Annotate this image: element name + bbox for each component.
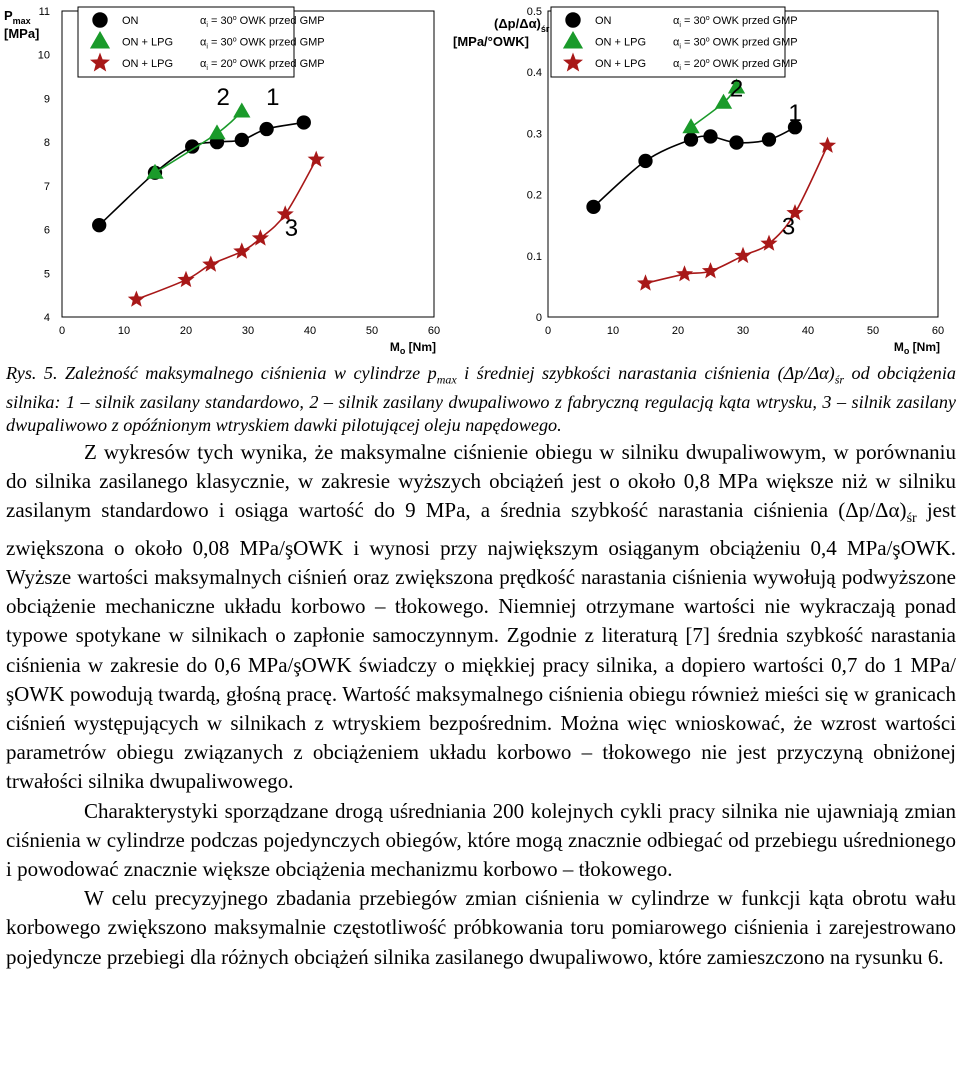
legend-text: OWK przed GMP	[236, 58, 325, 70]
legend-marker-circle	[565, 12, 580, 27]
x-tick-label: 10	[117, 325, 131, 337]
paragraph-1-part-a: Z wykresów tych wynika, że maksymalne ciśnienie obiegu w silniku dwupaliwowym, w porównaniu do silnika zasilanego klasycznie, w zakresie wyższych obciążeń jest o około 0,8 MPa większe niż w silniku zasilanym standardowo i osiąga wartość do 9 MPa, a średnia szybkość narastania ciśnienia (Δp/Δα)	[6, 440, 956, 523]
legend-condition	[673, 58, 798, 72]
paragraph-1	[6, 438, 956, 797]
paragraph-1-part-b: jest zwiększona o około 0,08 MPa/şOWK i wynosi przy największym osiąganym obciążeniu 0,4 MPa/şOWK. Wyższe wartości maksymalnych ciśnień oraz zwiększona prędkość narastania ciśnienia wywołują podwyższone obciążenie mechaniczne układu korbowo – tłokowego. Niemniej otrzymane wartości nie wykraczają ponad typowe spotykane w silnikach o zapłonie samoczynnym. Zgodnie z literaturą [7] średnia szybkość narastania ciśnienia w zakresie do 0,6 MPa/şOWK świadczy o miękkiej pracy silnika, a dopiero wartości 0,7 do 1 MPa/şOWK powodują twardą, głośną pracę. Wartość maksymalnego ciśnienia obiegu również mieści się w granicach ciśnień występujących w silnikach z wtryskiem bezpośrednim. Można więc wnioskować, że wzrost wartości parametrów obiegu związanych z obciążeniem układu korbowo – tłokowego nie jest przyczyną obniżonej trwałości silnika dwupaliwowego.	[6, 498, 956, 794]
legend-fuel: ON + LPG	[595, 36, 647, 49]
y-tick-label: 0.3	[526, 128, 542, 141]
y-axis-label	[4, 8, 31, 26]
curve-label-1: 1	[266, 83, 280, 111]
degree-symbol: o	[705, 15, 710, 22]
x-tick-label: 40	[801, 325, 815, 337]
figure-charts	[0, 0, 960, 360]
data-point-star	[702, 262, 719, 278]
alpha-symbol: α	[200, 15, 207, 27]
legend-fuel: ON	[595, 15, 612, 27]
alpha-subscript: i	[206, 22, 208, 29]
y-axis-unit: [MPa/°OWK]	[453, 34, 529, 49]
x-tick-label: 0	[544, 325, 552, 337]
x-tick-label: 30	[736, 325, 750, 337]
caption-rest: od obciążenia silnika: 1 – silnik zasilany standardowo, 2 – silnik zasilany dwupaliwowo z fabryczną regulacją kąta wtrysku, 3 – silnik zasilany dwupaliwowo z opóźnionym wtryskiem dawki pilotującej oleju napędowego.	[6, 363, 956, 435]
legend-condition	[200, 15, 325, 29]
paragraph-3: W celu precyzyjnego zbadania przebiegów zmian ciśnienia w cylindrze w funkcji kąta obrotu wału korbowego zwiększono maksymalnie częstotliwość próbkowania toru pomiarowego ciśnienia i zarejestrowano pojedyncze przebiegi dla różnych obciążeń silnika zasilanego dwupaliwowo, które zamieszczono na rysunku 6.	[6, 886, 956, 969]
y-tick-label: 8	[43, 137, 50, 150]
body-text	[6, 438, 956, 972]
curve-label-2: 2	[216, 83, 230, 111]
data-point-circle	[703, 129, 717, 143]
x-axis-label-unit: [Nm]	[909, 340, 940, 354]
x-axis-label-sub: o	[399, 346, 406, 356]
y-tick-label: 4	[43, 312, 50, 324]
alpha-symbol: α	[673, 15, 680, 27]
data-point-star	[637, 274, 654, 290]
x-tick-label: 20	[179, 325, 193, 337]
x-tick-label: 10	[606, 325, 620, 337]
curve-label-2: 2	[729, 75, 744, 103]
y-tick-label: 0	[535, 312, 542, 324]
alpha-subscript: i	[206, 43, 208, 51]
y-axis-unit: [MPa]	[4, 26, 40, 41]
legend-text: OWK przed GMP	[709, 58, 798, 70]
y-axis-label	[494, 16, 550, 34]
legend-fuel: ON	[122, 15, 139, 27]
x-axis-label-main: M	[389, 340, 400, 354]
alpha-symbol: α	[200, 36, 207, 49]
legend-condition	[673, 37, 798, 51]
y-tick-label: 11	[38, 6, 50, 18]
legend	[551, 7, 798, 77]
data-point-star	[676, 265, 693, 281]
caption-prefix: Rys. 5. Zależność maksymalnego ciśnienia w cylindrze p	[6, 363, 437, 383]
legend-alpha-value: = 30	[207, 15, 233, 27]
legend-text: OWK przed GMP	[709, 15, 798, 27]
y-axis-label-sub: śr	[540, 24, 550, 34]
data-point-circle	[235, 133, 249, 147]
data-point-circle	[684, 132, 698, 146]
data-point-star	[202, 256, 219, 272]
caption-middle: i średniej szybkości narastania ciśnienia (Δp/Δα)	[456, 363, 835, 383]
legend-alpha-value: = 30	[680, 15, 706, 27]
data-point-star	[128, 291, 145, 307]
data-point-triangle	[682, 118, 699, 133]
paragraph-2: Charakterystyki sporządzane drogą uśredniania 200 kolejnych cykli pracy silnika nie ujawniają zmian ciśnienia w cylindrze podczas pojedynczych obiegów, które mogą znacznie odbiegać od przebiegu uśrednionego i powodować znacznie większe obciążenia mechanizmu korbowo – tłokowego.	[6, 798, 956, 882]
data-point-triangle	[208, 124, 225, 139]
alpha-symbol: α	[673, 36, 680, 49]
legend-text: OWK przed GMP	[236, 36, 325, 49]
x-tick-label: 50	[365, 325, 379, 337]
data-point-triangle	[233, 103, 250, 118]
y-tick-label: 10	[37, 49, 50, 62]
y-tick-label: 0.4	[526, 67, 542, 80]
data-point-star	[308, 151, 325, 167]
x-tick-label: 20	[671, 325, 685, 337]
chart-pmax	[4, 6, 440, 356]
alpha-subscript: i	[206, 65, 208, 72]
x-tick-label: 60	[931, 325, 945, 337]
curve-label-1: 1	[788, 100, 802, 128]
caption-pmax-subscript: max	[436, 372, 457, 387]
y-axis-label-sub: max	[12, 16, 31, 26]
legend-fuel: ON + LPG	[122, 58, 174, 70]
legend-condition	[673, 15, 798, 29]
legend-condition	[200, 37, 325, 51]
figure-caption	[6, 362, 956, 436]
series-line-star	[646, 146, 828, 284]
curve-label-3: 3	[781, 213, 796, 241]
data-point-star	[233, 242, 250, 258]
y-axis-label-main: (Δp/Δα)	[494, 16, 541, 31]
x-tick-label: 0	[58, 325, 66, 337]
y-axis-label-main: P	[4, 8, 13, 23]
degree-symbol: o	[232, 15, 237, 22]
y-tick-label: 0.1	[526, 250, 542, 263]
degree-symbol: o	[705, 58, 710, 65]
y-tick-label: 6	[43, 224, 50, 237]
legend-alpha-value: = 20	[680, 58, 706, 70]
paragraph-1-subscript: śr	[906, 511, 917, 527]
data-point-star	[734, 247, 751, 263]
alpha-symbol: α	[200, 58, 207, 70]
data-point-star	[177, 271, 194, 287]
x-tick-label: 50	[866, 325, 880, 337]
x-tick-label: 60	[427, 325, 441, 337]
x-axis-label	[894, 340, 940, 356]
y-tick-label: 0.2	[526, 189, 542, 202]
degree-symbol: o	[232, 36, 237, 44]
legend-fuel: ON + LPG	[595, 58, 647, 70]
data-point-circle	[586, 200, 600, 214]
x-axis-label-unit: [Nm]	[405, 340, 436, 354]
degree-symbol: o	[705, 36, 710, 44]
legend-text: OWK przed GMP	[709, 36, 798, 49]
data-point-circle	[297, 115, 311, 129]
x-axis-label-sub: o	[903, 346, 910, 356]
degree-symbol: o	[232, 58, 237, 65]
curve-label-3: 3	[284, 215, 299, 243]
legend-alpha-value: = 20	[207, 58, 233, 70]
legend-text: OWK przed GMP	[236, 15, 325, 27]
data-point-star	[819, 137, 836, 153]
data-point-circle	[762, 132, 776, 146]
y-tick-label: 0.5	[526, 6, 542, 18]
alpha-subscript: i	[679, 43, 681, 51]
data-point-circle	[259, 122, 273, 136]
legend-condition	[200, 58, 325, 72]
x-tick-label: 40	[303, 325, 317, 337]
alpha-subscript: i	[679, 65, 681, 72]
x-axis-label-main: M	[893, 340, 904, 354]
alpha-symbol: α	[673, 58, 680, 70]
legend-alpha-value: = 30	[680, 36, 706, 49]
chart-pressure-rise-rate	[453, 6, 944, 356]
x-axis-label	[390, 340, 436, 356]
series-line-circle	[99, 123, 304, 226]
y-tick-label: 7	[43, 180, 50, 193]
caption-sr-subscript: śr	[834, 372, 845, 387]
legend-fuel: ON + LPG	[122, 36, 174, 49]
alpha-subscript: i	[679, 22, 681, 29]
x-tick-label: 30	[241, 325, 255, 337]
y-tick-label: 9	[43, 93, 50, 106]
legend	[78, 7, 325, 77]
data-point-circle	[638, 154, 652, 168]
data-point-circle	[729, 135, 743, 149]
legend-marker-circle	[92, 12, 107, 27]
legend-alpha-value: = 30	[207, 36, 233, 49]
y-tick-label: 5	[43, 268, 50, 281]
data-point-circle	[92, 218, 106, 232]
